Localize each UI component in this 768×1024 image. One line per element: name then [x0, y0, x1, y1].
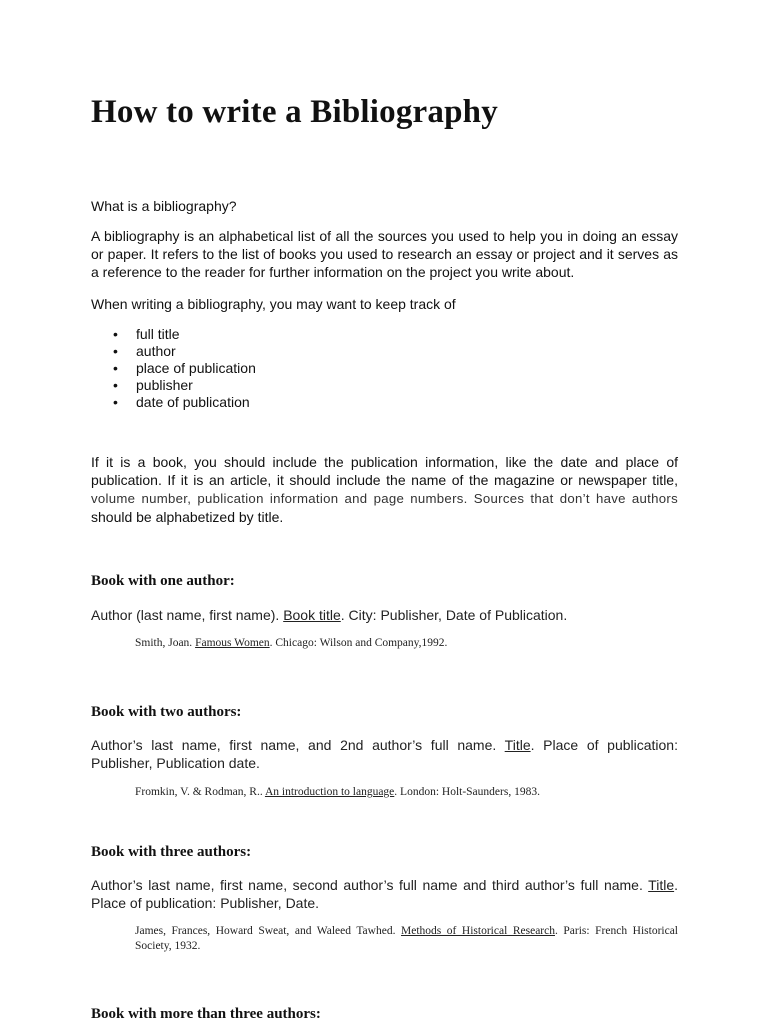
paragraph-text: volume number, publication information and page numbers. Sources that don’t have authors: [91, 491, 678, 506]
example-text: . London: Holt-Saunders, 1983.: [394, 786, 540, 798]
list-item: • full title: [91, 326, 256, 343]
question-text: What is a bibliography?: [91, 198, 237, 214]
definition-paragraph: A bibliography is an alphabetical list of all the sources you used to help you in doing an essay or paper. It refers to the list of books you used to research an essay or project and it serves as a reference to the reader for further information on the project you write about.: [91, 228, 678, 280]
format-line: [91, 606, 678, 624]
format-title: Title: [504, 737, 531, 753]
format-text: Author’s last name, first name, second author’s full name and third author’s full name.: [91, 877, 649, 893]
page-title: How to write a Bibliography: [91, 94, 498, 130]
format-text: . Place of publication: Publisher, Publication date.: [91, 737, 678, 771]
format-text: . City: Publisher, Date of Publication.: [340, 607, 568, 623]
format-text: Author (last name, first name).: [91, 607, 284, 623]
example-citation: [135, 785, 678, 800]
section-heading: Book with one author:: [91, 573, 235, 589]
paragraph-text: If it is a book, you should include the publication information, like the date and place of publication. If it is an article, it should include the name of the magazine or newspaper title,: [91, 454, 678, 488]
example-text: Fromkin, V. & Rodman, R..: [135, 786, 265, 798]
example-text: James, Frances, Howard Sweat, and Waleed Tawhed.: [135, 925, 401, 937]
paragraph-text: should be alphabetized by title.: [91, 509, 284, 525]
example-text: Smith, Joan.: [135, 637, 196, 649]
format-title: Title: [648, 877, 675, 893]
track-intro-text: When writing a bibliography, you may want to keep track of: [91, 296, 456, 312]
format-line: [91, 736, 678, 772]
format-title: Book title: [283, 607, 341, 623]
section-heading: Book with two authors:: [91, 704, 242, 720]
document-page: [91, 0, 678, 1024]
list-item: • publisher: [91, 377, 256, 394]
track-list: [91, 326, 256, 411]
list-item: • date of publication: [91, 394, 256, 411]
example-citation: [135, 924, 678, 954]
example-title: An introduction to language: [264, 786, 395, 798]
format-text: . Place of publication: Publisher, Date.: [91, 877, 678, 911]
list-item: • place of publication: [91, 360, 256, 377]
example-title: Methods of Historical Research: [401, 925, 555, 937]
example-citation: [135, 636, 678, 651]
book-article-paragraph: [91, 453, 678, 526]
section-heading: Book with more than three authors:: [91, 1006, 321, 1022]
format-text: Author’s last name, first name, and 2nd author’s full name.: [91, 737, 505, 753]
example-text: . Chicago: Wilson and Company,1992.: [269, 637, 448, 649]
example-title: Famous Women: [195, 637, 270, 649]
example-text: . Paris: French Historical Society, 1932.: [135, 925, 678, 952]
list-item: • author: [91, 343, 256, 360]
format-line: [91, 876, 678, 912]
section-heading: Book with three authors:: [91, 844, 252, 860]
